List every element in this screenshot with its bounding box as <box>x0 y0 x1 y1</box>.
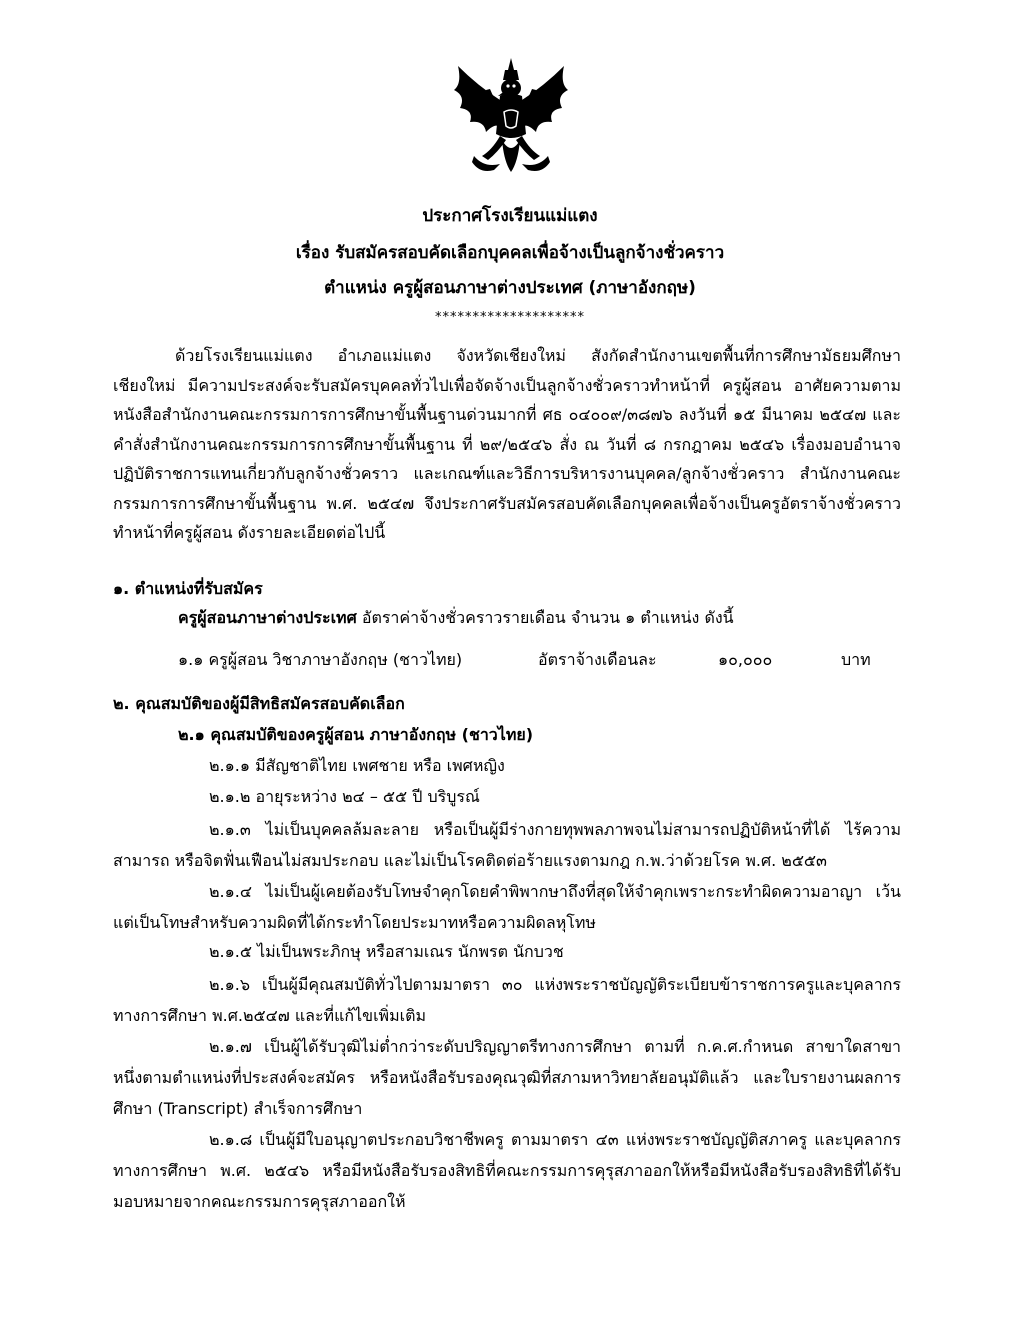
qualification-8: ๒.๑.๘ เป็นผู้มีใบอนุญาตประกอบวิชาชีพครู ตามมาตรา ๔๓ แห่งพระราชบัญญัติสภาครู และบุคลากรทางการศึกษา พ.ศ. ๒๕๔๖ หรือมีหนังสือรับรองสิทธิที่คณะกรรมการคุรุสภาออกให้หรือมีหนังสือรับรองสิทธิที่ได้รับมอบหมายจากคณะกรรมการคุรุสภาออกให้ <box>113 1130 901 1211</box>
garuda-emblem <box>444 56 578 182</box>
section-2-title: ๒. คุณสมบัติของผู้มีสิทธิสมัครสอบคัดเลือก <box>113 694 405 713</box>
position-line: ตำแหน่ง ครูผู้สอนภาษาต่างประเทศ (ภาษาอังกฤษ) <box>324 278 696 298</box>
qualification-4: ๒.๑.๔ ไม่เป็นผู้เคยต้องรับโทษจำคุกโดยคำพิพากษาถึงที่สุดให้จำคุกเพราะกระทำผิดความอาญา เว้นแต่เป็นโทษสำหรับความผิดที่ได้กระทำโดยประมาทหรือความผิดลหุโทษ <box>113 882 901 932</box>
qualification-5: ๒.๑.๕ ไม่เป็นพระภิกษุ หรือสามเณร นักพรต นักบวช <box>209 942 564 961</box>
qualification-1: ๒.๑.๑ มีสัญชาติไทย เพศชาย หรือ เพศหญิง <box>209 756 505 775</box>
section-1-position <box>178 604 734 632</box>
subject-line: เรื่อง รับสมัครสอบคัดเลือกบุคคลเพื่อจ้างเป็นลูกจ้างชั่วคราว <box>295 243 725 263</box>
item-1-1-amount: ๑๐,๐๐๐ <box>718 650 773 669</box>
item-1-1-rate-label: อัตราจ้างเดือนละ <box>538 650 657 669</box>
qualification-7: ๒.๑.๗ เป็นผู้ได้รับวุฒิไม่ต่ำกว่าระดับปริญญาตรีทางการศึกษา ตามที่ ก.ค.ศ.กำหนด สาขาใดสาขาหนึ่งตามตำแหน่งที่ประสงค์จะสมัคร หรือหนังสือรับรองคุณวุฒิที่สภามหาวิทยาลัยอนุมัติแล้ว และใบรายงานผลการศึกษา (Transcript) สำเร็จการศึกษา <box>113 1037 901 1118</box>
section-1-title: ๑. ตำแหน่งที่รับสมัคร <box>113 579 263 598</box>
section-2-subtitle: ๒.๑ คุณสมบัติของครูผู้สอน ภาษาอังกฤษ (ชาวไทย) <box>178 725 534 744</box>
intro-paragraph <box>113 341 901 548</box>
announcement-title: ประกาศโรงเรียนแม่แตง <box>422 206 598 226</box>
position-name: ครูผู้สอนภาษาต่างประเทศ <box>178 608 357 627</box>
separator-stars: ******************** <box>435 310 585 325</box>
qualification-3: ๒.๑.๓ ไม่เป็นบุคคลล้มละลาย หรือเป็นผู้มีร่างกายทุพพลภาพจนไม่สามารถปฏิบัติหน้าที่ได้ ไร้ความสามารถ หรือจิตฟั่นเฟือนไม่สมประกอบ และไม่เป็นโรคติดต่อร้ายแรงตามกฎ ก.พ.ว่าด้วยโรค พ.ศ. ๒๕๕๓ <box>113 820 901 870</box>
qualification-2: ๒.๑.๒ อายุระหว่าง ๒๔ – ๕๕ ปี บริบูรณ์ <box>209 787 480 806</box>
intro-text: ด้วยโรงเรียนแม่แตง อำเภอแม่แตง จังหวัดเชียงใหม่ สังกัดสำนักงานเขตพื้นที่การศึกษามัธยมศึกษาเชียงใหม่ มีความประสงค์จะรับสมัครบุคคลทั่วไปเพื่อจัดจ้างเป็นลูกจ้างชั่วคราวทำหน้าที่ ครูผู้สอน อาศัยความตามหนังสือสำนักงานคณะกรรมการการศึกษาขั้นพื้นฐานด่วนมากที่ ศธ ๐๔๐๐๙/๓๘๗๖ ลงวันที่ ๑๕ มีนาคม ๒๕๔๗ และคำสั่งสำนักงานคณะกรรมการการศึกษาขั้นพื้นฐาน ที่ ๒๙/๒๕๔๖ สั่ง ณ วันที่ ๘ กรกฎาคม ๒๕๔๖ เรื่องมอบอำนาจปฏิบัติราชการแทนเกี่ยวกับลูกจ้างชั่วคราว และเกณฑ์และวิธีการบริหารงานบุคคล/ลูกจ้างชั่วคราว สำนักงานคณะกรรมการการศึกษาขั้นพื้นฐาน พ.ศ. ๒๕๔๗ จึงประกาศรับสมัครสอบคัดเลือกบุคคลเพื่อจ้างเป็นครูอัตราจ้างชั่วคราวทำหน้าที่ครูผู้สอน ดังรายละเอียดต่อไปนี้ <box>113 346 901 542</box>
item-1-1-unit: บาท <box>841 650 871 669</box>
position-desc: อัตราค่าจ้างชั่วคราวรายเดือน จำนวน ๑ ตำแหน่ง ดังนี้ <box>356 608 734 627</box>
item-1-1-label: ๑.๑ ครูผู้สอน วิชาภาษาอังกฤษ (ชาวไทย) <box>178 650 463 669</box>
qualification-6: ๒.๑.๖ เป็นผู้มีคุณสมบัติทั่วไปตามมาตรา ๓๐ แห่งพระราชบัญญัติระเบียบข้าราชการครูและบุคลากรทางการศึกษา พ.ศ.๒๕๔๗ และที่แก้ไขเพิ่มเติม <box>113 975 901 1025</box>
